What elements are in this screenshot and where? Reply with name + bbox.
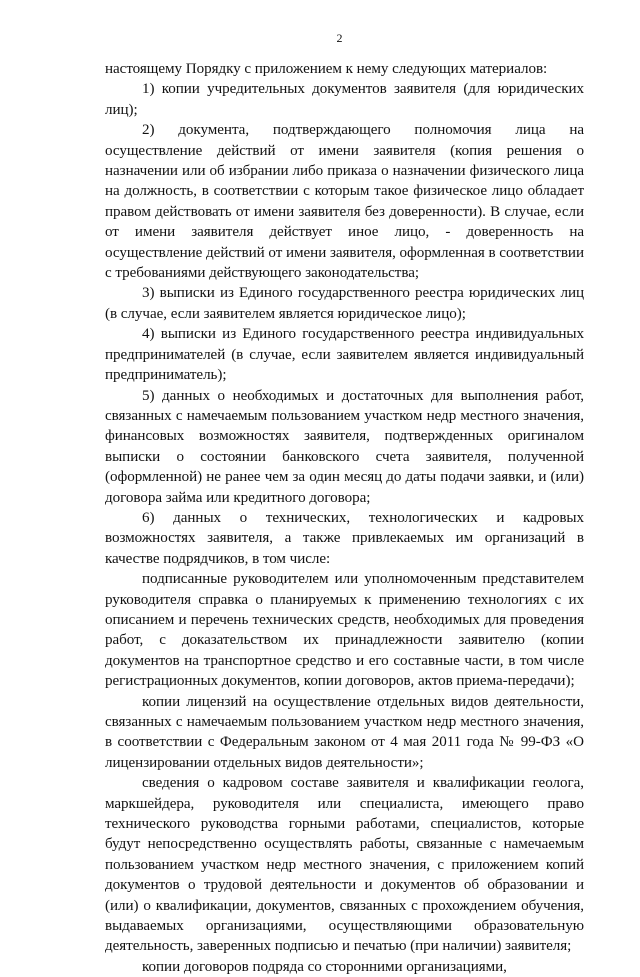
document-body xyxy=(105,59,584,977)
paragraph-item-1: 1) копии учредительных документов заявителя (для юридических лиц); xyxy=(105,81,584,118)
paragraph-item-5: 5) данных о необходимых и достаточных для выполнения работ, связанных с намечаемым пользованием участком недр местного значения, финансовых возможностях заявителя, подтвержденных оригиналом выписки о состоянии банковского счета заявителя, полученной (оформленной) не ранее чем за один месяц до даты подачи заявки, и (или) договора займа или кредитного договора; xyxy=(105,387,584,506)
paragraph-item-4: 4) выписки из Единого государственного реестра индивидуальных предпринимателей (в случае, если заявителем является индивидуальный предприниматель); xyxy=(105,326,584,384)
paragraph-subitem-licenses: копии лицензий на осуществление отдельных видов деятельности, связанных с намечаемым пользованием участком недр местного значения, в соответствии с Федеральным законом от 4 мая 2011 года № 99-ФЗ «О лицензировании отдельных видов деятельности»; xyxy=(105,693,584,771)
paragraph-item-3: 3) выписки из Единого государственного реестра юридических лиц (в случае, если заявителем является юридическое лицо); xyxy=(105,285,584,322)
paragraph-intro: настоящему Порядку с приложением к нему следующих материалов: xyxy=(105,61,548,77)
paragraph-subitem-contracts: копии договоров подряда со сторонними организациями, xyxy=(142,958,507,975)
paragraph-subitem-technologies: подписанные руководителем или уполномоченным представителем руководителя справка о планируемых к применению технологиях с их описанием и перечень технических средств, необходимых для проведения работ, с доказательством их принадлежности заявителю (копии документов на транспортное средство и его составные части, в том числе регистрационных документов, копии договоров, актов приема-передачи); xyxy=(105,571,584,690)
page-number: 2 xyxy=(336,31,343,45)
paragraph-item-2: 2) документа, подтверждающего полномочия лица на осуществление действий от имени заявителя (копия решения о назначении или об избрании либо приказа о назначении физического лица на должность, в соответствии с которым такое физическое лицо обладает правом действовать от имени заявителя без доверенности). В случае, если от имени заявителя действует иное лицо, - доверенность на осуществление действий от имени заявителя, оформленная в соответствии с требованиями действующего законодательства; xyxy=(105,122,584,282)
paragraph-item-6: 6) данных о технических, технологических и кадровых возможностях заявителя, а также привлекаемых им организаций в качестве подрядчиков, в том числе: xyxy=(105,509,584,567)
paragraph-subitem-staff: сведения о кадровом составе заявителя и квалификации геолога, маркшейдера, руководителя или специалиста, имеющего право технического руководства горными работами, специалистов, которые будут непосредственно осуществлять работы, связанные с намечаемым пользованием участком недр местного значения, с приложением копий документов о трудовой деятельности и документов об образовании и (или) о квалификации, документов, связанных с прохождением обучения, выдаваемых организациями, осуществляющими образовательную деятельность, заверенных подписью и печатью (при наличии) заявителя; xyxy=(105,775,584,955)
